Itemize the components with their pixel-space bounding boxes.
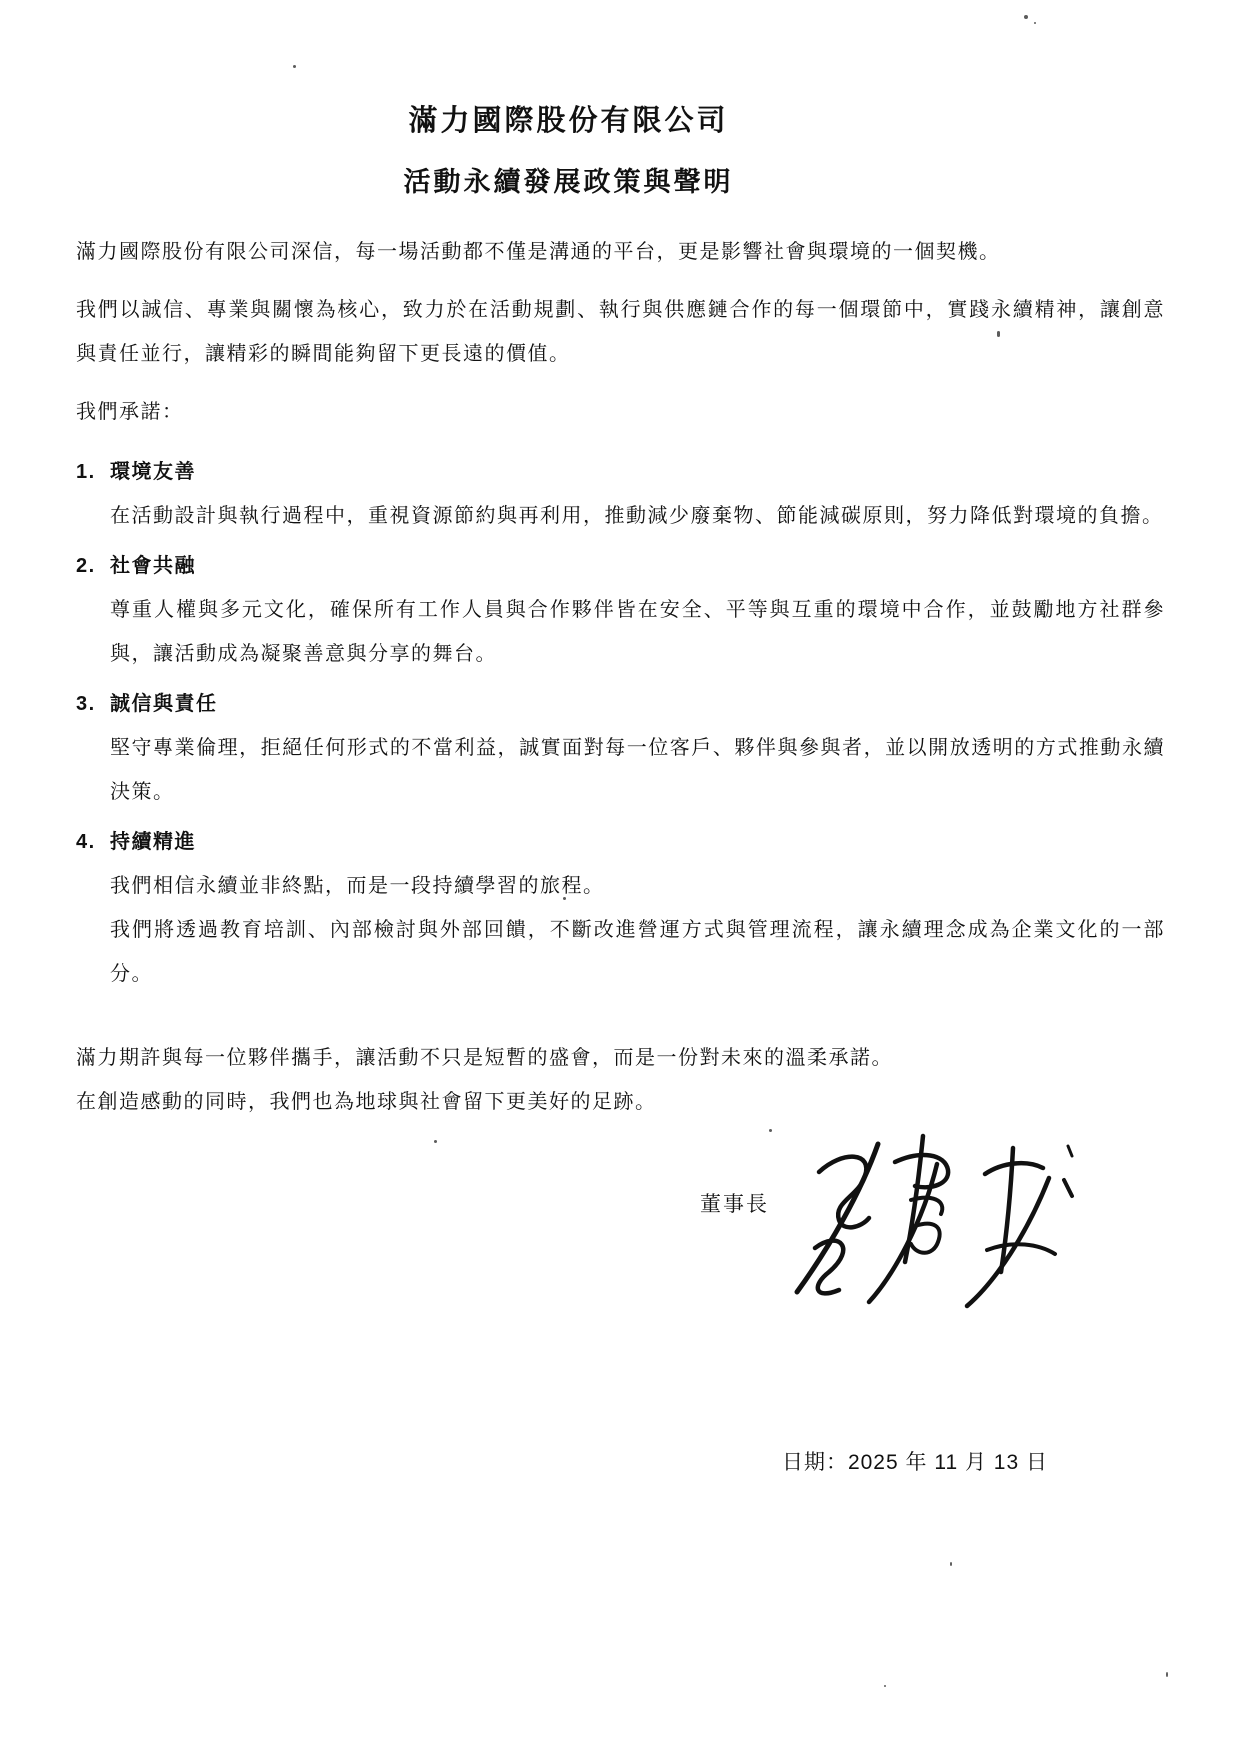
item-4-title: 持續精進 — [110, 830, 196, 853]
scan-speck — [884, 1685, 886, 1687]
item-3-title: 誠信與責任 — [110, 692, 218, 715]
list-item — [76, 820, 1165, 996]
promise-heading: 我們承諾： — [76, 400, 184, 423]
scan-speck — [950, 1562, 952, 1566]
item-4-body-line-1: 我們相信永續並非終點，而是一段持續學習的旅程。 — [110, 874, 605, 897]
item-1-number: 1. — [76, 460, 96, 483]
signature-block — [76, 1130, 1165, 1318]
list-item — [76, 544, 1165, 676]
item-1-heading — [76, 450, 1165, 494]
date-line: 日期：2025 年 11 月 13 日 — [781, 1450, 1048, 1474]
item-2-title: 社會共融 — [110, 554, 196, 577]
item-2-heading — [76, 544, 1165, 588]
chairman-label: 董事長 — [700, 1192, 769, 1216]
item-2-number: 2. — [76, 554, 96, 577]
item-4-number: 4. — [76, 830, 96, 853]
scan-speck — [563, 897, 566, 900]
list-item — [76, 450, 1165, 538]
scan-speck — [997, 331, 1000, 337]
document-title: 活動永續發展政策與聲明 — [403, 166, 734, 197]
intro-paragraph-2: 我們以誠信、專業與關懷為核心，致力於在活動規劃、執行與供應鏈合作的每一個環節中，實踐永續精神，讓創意與責任並行，讓精彩的瞬間能夠留下更長遠的價值。 — [76, 298, 1165, 365]
item-3-number: 3. — [76, 692, 96, 715]
scan-speck — [293, 65, 296, 68]
item-2-body: 尊重人權與多元文化，確保所有工作人員與合作夥伴皆在安全、平等與互重的環境中合作，並鼓勵地方社群參與，讓活動成為凝聚善意與分享的舞台。 — [110, 598, 1165, 665]
item-3-heading — [76, 682, 1165, 726]
scan-speck — [769, 1129, 772, 1132]
item-1-body: 在活動設計與執行過程中，重視資源節約與再利用，推動減少廢棄物、節能減碳原則，努力降低對環境的負擔。 — [110, 504, 1164, 527]
scan-speck — [434, 1140, 437, 1143]
item-4-body-line-2: 我們將透過教育培訓、內部檢討與外部回饋，不斷改進營運方式與管理流程，讓永續理念成為企業文化的一部分。 — [110, 918, 1165, 985]
list-item — [76, 682, 1165, 814]
document-header — [24, 103, 1113, 200]
commitment-list — [76, 450, 1165, 996]
item-4-heading — [76, 820, 1165, 864]
closing-paragraph-1: 滿力期許與每一位夥伴攜手，讓活動不只是短暫的盛會，而是一份對未來的溫柔承諾。 — [76, 1046, 893, 1069]
chairman-signature — [781, 1130, 1091, 1318]
item-1-title: 環境友善 — [110, 460, 196, 483]
scan-speck — [1034, 22, 1036, 24]
scan-speck — [1166, 1672, 1168, 1677]
closing-paragraph-2: 在創造感動的同時，我們也為地球與社會留下更美好的足跡。 — [76, 1090, 657, 1113]
item-3-body: 堅守專業倫理，拒絕任何形式的不當利益，誠實面對每一位客戶、夥伴與參與者，並以開放透明的方式推動永續決策。 — [110, 736, 1165, 803]
company-title: 滿力國際股份有限公司 — [408, 105, 729, 137]
intro-paragraph-1: 滿力國際股份有限公司深信，每一場活動都不僅是溝通的平台，更是影響社會與環境的一個契機。 — [76, 240, 1001, 263]
scan-speck — [1024, 15, 1028, 19]
